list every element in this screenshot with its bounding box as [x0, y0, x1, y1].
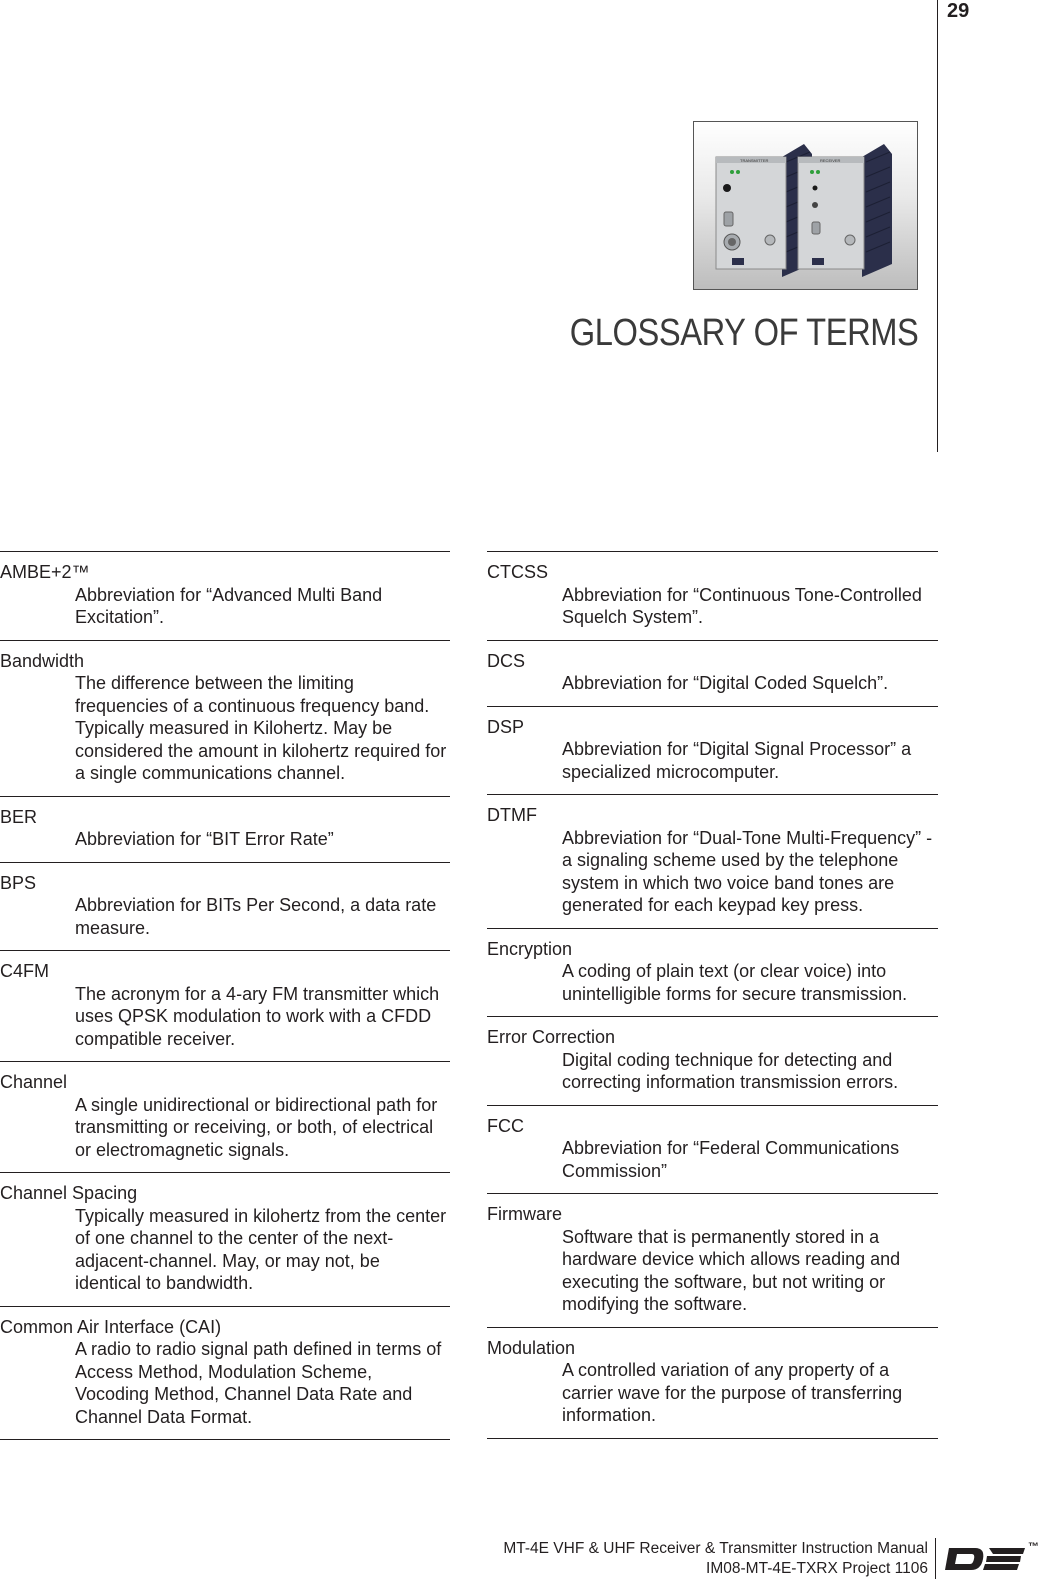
receiver-panel — [798, 157, 864, 269]
glossary-entry — [0, 796, 450, 862]
glossary-definition: A coding of plain text (or clear voice) into unintelligible forms for secure transmission. — [562, 961, 908, 1004]
glossary-definition: Abbreviation for “Digital Signal Processor” a specialized microcomputer. — [562, 739, 912, 782]
company-logo-icon — [945, 1546, 1025, 1572]
glossary-entry — [0, 1061, 450, 1172]
glossary-definition: Digital coding technique for detecting and correcting information transmission errors. — [562, 1049, 899, 1092]
glossary-definition: Software that is permanently stored in a hardware device which allows reading and executing the software, but not writing or modifying the software. — [562, 1226, 901, 1314]
glossary-entry — [487, 1327, 938, 1439]
glossary-term: BPS — [0, 872, 37, 893]
glossary-entry — [487, 928, 938, 1017]
glossary-entry — [0, 1306, 450, 1441]
glossary-entry — [0, 551, 450, 640]
glossary-term: AMBE+2™ — [0, 562, 90, 582]
page-title: GLOSSARY OF TERMS — [569, 312, 918, 354]
glossary-entry — [0, 862, 450, 951]
glossary-definition: Abbreviation for “BIT Error Rate” — [75, 829, 334, 849]
glossary-definition: A radio to radio signal path defined in terms of Access Method, Modulation Scheme, Vocoding Method, Channel Data Rate and Channel Data Format. — [75, 1339, 442, 1427]
glossary-entry — [487, 1105, 938, 1194]
glossary-definition: Typically measured in kilohertz from the center of one channel to the center of the next-adjacent-channel. May, or may not, be identical to bandwidth. — [75, 1205, 447, 1293]
glossary-entry — [487, 551, 938, 640]
glossary-term: Firmware — [487, 1204, 562, 1224]
glossary-definition: Abbreviation for “Dual-Tone Multi-Frequency” - a signaling scheme used by the telephone system in which two voice band tones are generated for each keypad key press. — [562, 827, 933, 915]
trademark-symbol: ™ — [1028, 1541, 1039, 1553]
glossary-term: Error Correction — [487, 1027, 616, 1047]
glossary-term: DCS — [487, 650, 526, 671]
glossary-term: Channel Spacing — [0, 1183, 138, 1203]
glossary-term: DTMF — [487, 805, 537, 825]
footer-manual-title: MT-4E VHF & UHF Receiver & Transmitter Instruction Manual — [503, 1540, 928, 1557]
glossary-entry — [487, 1193, 938, 1327]
vertical-divider — [937, 0, 938, 452]
glossary-definition: Abbreviation for BITs Per Second, a data rate measure. — [75, 895, 437, 938]
product-photo — [693, 121, 918, 290]
glossary-entry — [487, 706, 938, 795]
glossary-entry — [0, 640, 450, 796]
glossary-entry — [487, 794, 938, 928]
glossary-term: Channel — [0, 1072, 68, 1092]
glossary-term: C4FM — [0, 961, 49, 981]
footer — [503, 1539, 928, 1579]
footer-document-id: IM08-MT-4E-TXRX Project 1106 — [706, 1560, 928, 1577]
glossary-term: Encryption — [487, 938, 573, 959]
glossary-definition: The difference between the limiting frequencies of a continuous frequency band. Typically measured in Kilohertz. May be considered the amount in kilohertz required for a single communications channel. — [75, 673, 447, 783]
glossary-term: FCC — [487, 1115, 524, 1136]
glossary-entry — [0, 950, 450, 1061]
transmitter-label: TRANSMITTER — [740, 158, 769, 163]
glossary-entry — [0, 1172, 450, 1306]
glossary-entry — [487, 640, 938, 706]
glossary-entry — [487, 1016, 938, 1105]
glossary-term: Modulation — [487, 1337, 576, 1358]
glossary-right-column — [487, 551, 938, 1439]
glossary-term: BER — [0, 806, 38, 827]
glossary-definition: A controlled variation of any property of a carrier wave for the purpose of transferring information. — [562, 1360, 903, 1425]
glossary-left-column — [0, 551, 450, 1440]
glossary-term: Common Air Interface (CAI) — [0, 1316, 222, 1337]
receiver-heatsink — [862, 144, 892, 277]
glossary-definition: Abbreviation for “Continuous Tone-Controlled Squelch System”. — [562, 584, 922, 627]
glossary-definition: Abbreviation for “Advanced Multi Band Excitation”. — [75, 584, 383, 627]
glossary-definition: Abbreviation for “Digital Coded Squelch”. — [562, 673, 889, 693]
glossary-definition: A single unidirectional or bidirectional path for transmitting or receiving, or both, of electrical or electromagnetic signals. — [75, 1094, 438, 1160]
receiver-label: RECEIVER — [820, 158, 841, 163]
footer-divider — [935, 1538, 936, 1579]
product-illustration — [694, 122, 918, 290]
glossary-term: CTCSS — [487, 562, 549, 582]
glossary-definition: The acronym for a 4-ary FM transmitter which uses QPSK modulation to work with a CFDD compatible receiver. — [75, 983, 440, 1049]
page-number: 29 — [947, 0, 970, 22]
glossary-definition: Abbreviation for “Federal Communications Commission” — [562, 1138, 900, 1181]
glossary-term: Bandwidth — [0, 650, 85, 671]
glossary-term: DSP — [487, 716, 525, 737]
